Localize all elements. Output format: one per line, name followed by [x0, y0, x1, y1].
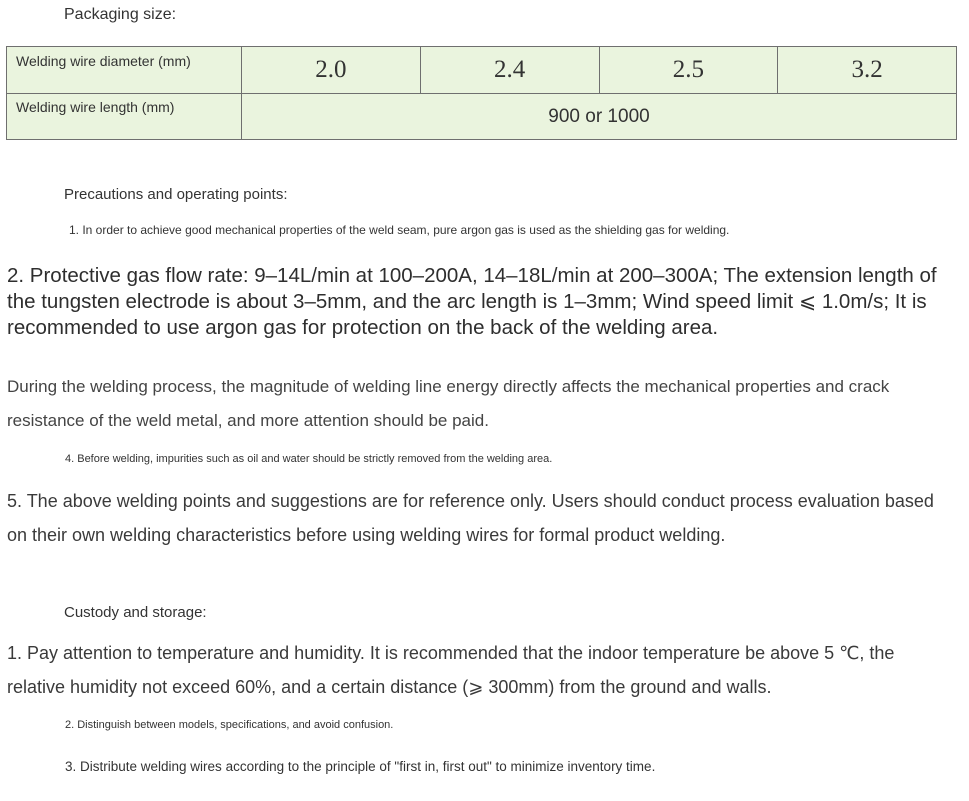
diameter-value-cell: 3.2 — [778, 47, 957, 94]
diameter-label: Welding wire diameter (mm) — [7, 47, 242, 94]
diameter-value-cell: 2.5 — [599, 47, 778, 94]
storage-item-3: 3. Distribute welding wires according to the principle of "first in, first out" to minimize inventory time. — [65, 759, 656, 774]
precaution-item-4: 4. Before welding, impurities such as oil and water should be strictly removed from the welding area. — [65, 453, 553, 465]
precaution-item-2: 2. Protective gas flow rate: 9–14L/min at 100–200A, 14–18L/min at 200–300A; The extension length of the tungsten electrode is about 3–5mm, and the arc length is 1–3mm; Wind speed limit ⩽ 1.0m/s; It is recommended to use argon gas for protection on the back of the welding area. — [7, 264, 937, 339]
storage-item-1: 1. Pay attention to temperature and humidity. It is recommended that the indoor temperature be above 5 ℃, the relative humidity not exceed 60%, and a certain distance (⩾ 300mm) from the ground and walls. — [7, 643, 895, 697]
length-value-cell: 900 or 1000 — [242, 94, 957, 140]
table-row — [7, 94, 957, 140]
precaution-item-5: 5. The above welding points and suggestions are for reference only. Users should conduct process evaluation based on their own welding characteristics before using welding wires for formal product welding. — [7, 491, 934, 545]
packaging-heading: Packaging size: — [64, 6, 177, 23]
precaution-item-1: 1. In order to achieve good mechanical properties of the weld seam, pure argon gas is used as the shielding gas for welding. — [69, 223, 730, 237]
length-label: Welding wire length (mm) — [7, 94, 242, 140]
packaging-size-table — [6, 46, 957, 140]
storage-item-2: 2. Distinguish between models, specifications, and avoid confusion. — [65, 719, 394, 731]
table-row — [7, 47, 957, 94]
storage-heading: Custody and storage: — [64, 604, 207, 621]
diameter-value-cell: 2.0 — [242, 47, 421, 94]
precaution-item-3: During the welding process, the magnitude of welding line energy directly affects the mechanical properties and crack resistance of the weld metal, and more attention should be paid. — [7, 377, 890, 430]
diameter-value-cell: 2.4 — [420, 47, 599, 94]
precautions-heading: Precautions and operating points: — [64, 186, 288, 203]
